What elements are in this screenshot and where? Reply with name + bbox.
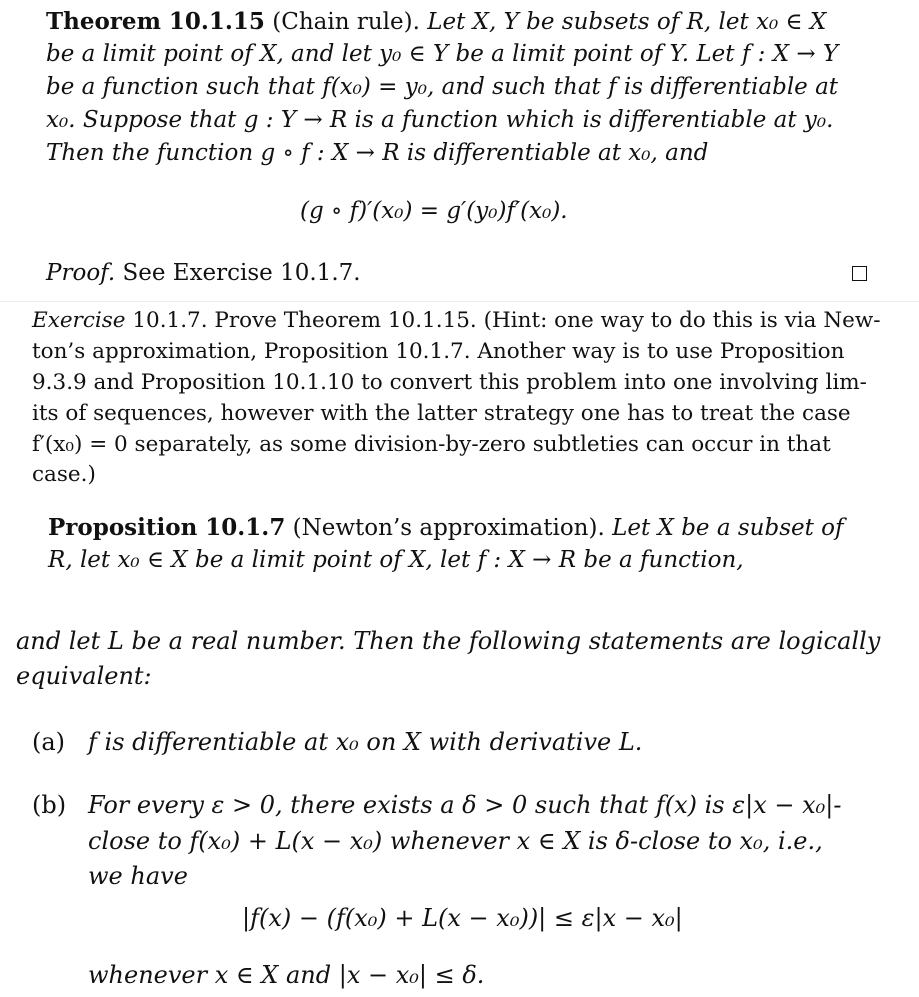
exercise-line: 9.3.9 and Proposition 10.1.10 to convert this problem into one involving lim- <box>32 370 867 395</box>
proof-label: Proof. <box>46 260 116 286</box>
exercise-line: f′(x₀) = 0 separately, as some division-by-zero subtleties can occur in that <box>32 432 831 457</box>
item-b-label: (b) <box>32 791 67 819</box>
theorem-line: be a limit point of X, and let y₀ ∈ Y be a limit point of Y. Let f : X → Y <box>46 41 839 67</box>
theorem-heading: Theorem 10.1.15 <box>46 8 265 35</box>
theorem-line: x₀. Suppose that g : Y → R is a function which is differentiable at y₀. <box>46 107 834 133</box>
section-divider <box>0 301 919 302</box>
proposition-heading: Proposition 10.1.7 <box>48 514 286 541</box>
item-b-line: For every ε > 0, there exists a δ > 0 such that f(x) is ε|x − x₀|- <box>88 791 842 819</box>
proposition-line: and let L be a real number. Then the following statements are logically <box>16 627 881 655</box>
theorem-line: Then the function g ∘ f : X → R is differentiable at x₀, and <box>46 140 709 166</box>
item-a-line: f is differentiable at x₀ on X with derivative L. <box>88 728 643 756</box>
exercise-line: its of sequences, however with the latter strategy one has to treat the case <box>32 401 851 426</box>
theorem-line: Let X, Y be subsets of R, let x₀ ∈ X <box>427 9 827 35</box>
exercise-line: 10.1.7. Prove Theorem 10.1.15. (Hint: one way to do this is via New- <box>132 308 881 333</box>
exercise-first-line <box>32 308 881 333</box>
proof-text: See Exercise 10.1.7. <box>122 260 361 286</box>
proposition-line: Let X be a subset of <box>612 515 844 541</box>
proposition-first-line <box>48 514 844 541</box>
exercise-line: case.) <box>32 462 96 487</box>
item-b-line: we have <box>88 862 188 890</box>
exercise-line: ton’s approximation, Proposition 10.1.7. Another way is to use Proposition <box>32 339 845 364</box>
theorem-line: be a function such that f(x₀) = y₀, and such that f is differentiable at <box>46 74 839 100</box>
item-a-label: (a) <box>32 728 66 756</box>
proposition-name: (Newton’s approximation). <box>292 515 605 541</box>
proposition-line: equivalent: <box>16 662 152 690</box>
proposition-formula: |f(x) − (f(x₀) + L(x − x₀))| ≤ ε|x − x₀| <box>242 904 683 932</box>
proposition-line: R, let x₀ ∈ X be a limit point of X, let f : X → R be a function, <box>48 547 744 573</box>
proposition-after-line: whenever x ∈ X and |x − x₀| ≤ δ. <box>88 961 485 989</box>
theorem-formula: (g ∘ f)′(x₀) = g′(y₀)f′(x₀). <box>300 198 568 224</box>
item-b-line: close to f(x₀) + L(x − x₀) whenever x ∈ X is δ-close to x₀, i.e., <box>88 827 823 855</box>
theorem-first-line <box>46 8 826 35</box>
exercise-label: Exercise <box>32 308 126 333</box>
proof-line <box>46 260 361 286</box>
qed-box-icon <box>852 266 867 281</box>
theorem-name: (Chain rule). <box>272 9 420 35</box>
